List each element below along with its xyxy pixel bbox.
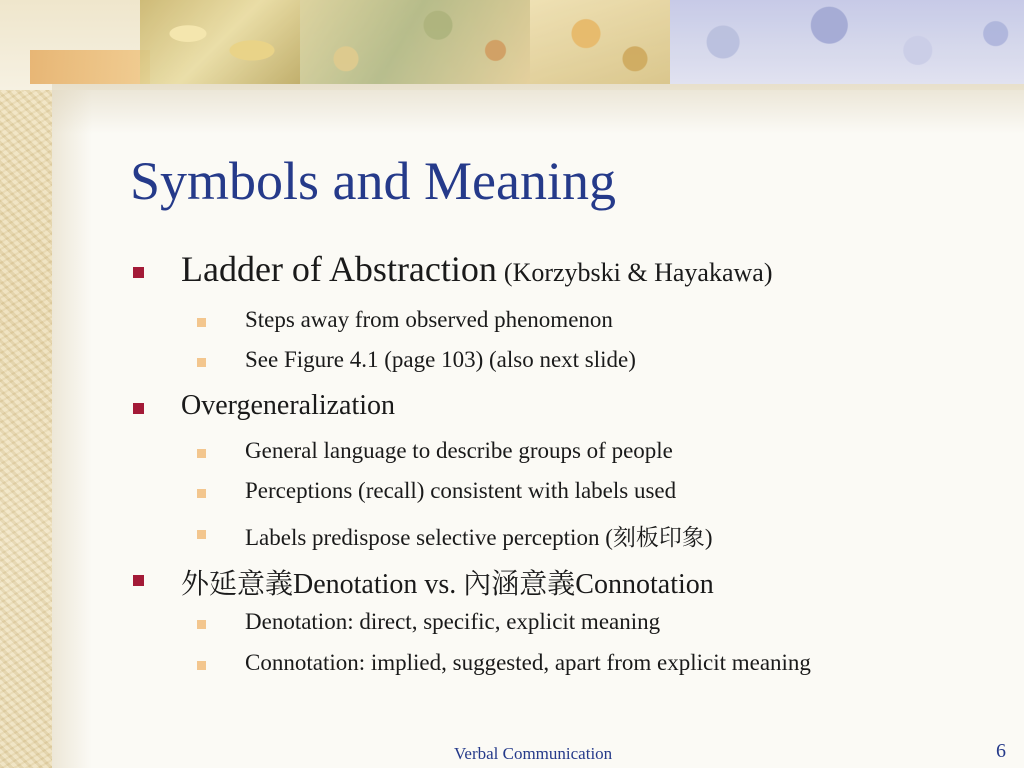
sub-bullet-marker xyxy=(197,530,206,539)
sub-bullet: Steps away from observed phenomenon xyxy=(245,307,613,332)
main-bullet-1-note: (Korzybski & Hayakawa) xyxy=(503,258,773,287)
sub-bullet-marker xyxy=(197,489,206,498)
main-bullet-2: Overgeneralization xyxy=(181,390,396,421)
sub-bullet-marker xyxy=(197,358,206,367)
slide-footer: Verbal Communication xyxy=(454,744,613,763)
sub-bullet-marker xyxy=(197,661,206,670)
sub-bullet-marker xyxy=(197,620,206,629)
slide-title: Symbols and Meaning xyxy=(130,151,616,211)
sub-bullet: General language to describe groups of people xyxy=(245,438,673,463)
banner-image-blue xyxy=(670,0,1024,84)
sub-bullet: See Figure 4.1 (page 103) (also next slide) xyxy=(245,347,636,372)
main-bullet-3: 外延意義Denotation vs. 內涵意義Connotation xyxy=(181,569,714,600)
sub-bullet: Labels predispose selective perception (刻板印象) xyxy=(245,525,713,550)
sub-bullet-marker xyxy=(197,318,206,327)
main-bullet-marker xyxy=(133,267,144,278)
banner-image-leaves xyxy=(140,0,300,84)
page-number: 6 xyxy=(996,740,1006,762)
decorative-header-banner xyxy=(0,0,1024,90)
banner-image-orange xyxy=(30,50,150,84)
banner-image-foliage xyxy=(300,0,530,84)
sub-bullet: Connotation: implied, suggested, apart from explicit meaning xyxy=(245,650,811,675)
main-bullet-marker xyxy=(133,575,144,586)
main-bullet-1-text: Ladder of Abstraction xyxy=(181,249,497,289)
sub-bullet: Perceptions (recall) consistent with labels used xyxy=(245,478,677,503)
sub-bullet: Denotation: direct, specific, explicit meaning xyxy=(245,609,661,634)
main-bullet-marker xyxy=(133,403,144,414)
banner-shadow xyxy=(52,84,1024,134)
main-bullet-1 xyxy=(181,248,772,290)
banner-image-flowers xyxy=(530,0,670,84)
decorative-left-strip xyxy=(0,0,52,768)
sub-bullet-marker xyxy=(197,449,206,458)
